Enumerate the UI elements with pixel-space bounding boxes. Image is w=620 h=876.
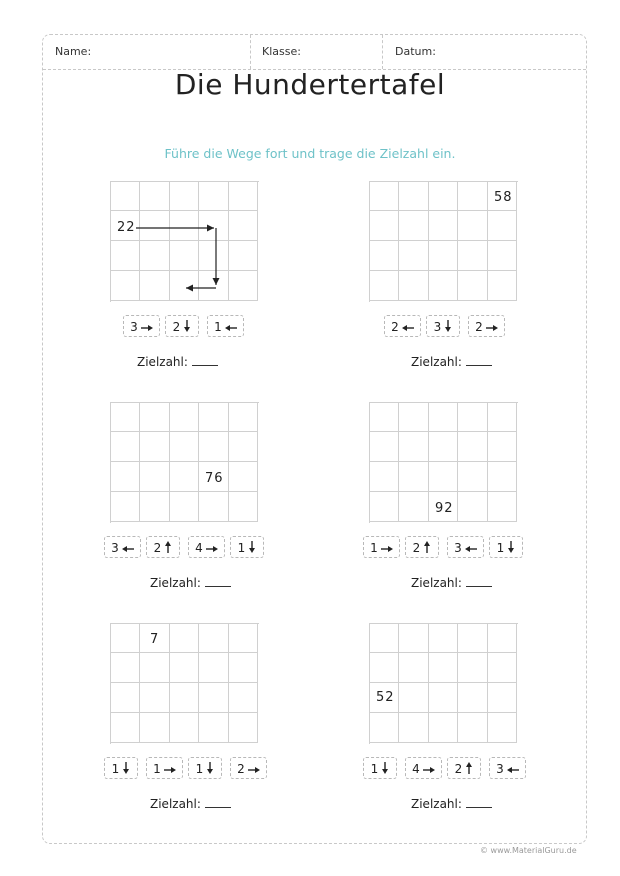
grid-cell <box>428 271 458 301</box>
arrow-right-icon <box>423 759 435 781</box>
step-chip <box>426 315 460 337</box>
arrow-left-icon <box>465 538 477 560</box>
grid-cell <box>399 713 429 743</box>
grid-cell <box>369 402 399 432</box>
grid-cell <box>399 432 429 462</box>
grid-cell <box>228 402 258 432</box>
grid-cell <box>458 271 488 301</box>
grid-cell <box>369 653 399 683</box>
grid-cell <box>399 211 429 241</box>
arrow-down-icon <box>206 759 214 781</box>
copyright-footer: © www.MaterialGuru.de <box>480 846 577 855</box>
grid-cell <box>399 181 429 211</box>
step-chip <box>207 315 244 337</box>
answer-blank[interactable] <box>466 796 492 808</box>
target-answer-line <box>150 575 231 590</box>
grid-cell <box>369 623 399 653</box>
grid-cell <box>428 462 458 492</box>
step-count: 1 <box>496 541 505 555</box>
name-label: Name: <box>55 45 92 58</box>
grid-cell <box>369 462 399 492</box>
grid-cell <box>110 492 140 522</box>
grid-cell <box>458 181 488 211</box>
grid-cell <box>140 713 170 743</box>
step-chip <box>405 536 439 558</box>
step-chip <box>405 757 442 779</box>
grid-cell <box>228 462 258 492</box>
target-label: Zielzahl: <box>137 355 188 369</box>
arrow-right-icon <box>248 759 260 781</box>
header-divider <box>250 35 251 69</box>
grid-cell <box>199 713 229 743</box>
grid-cell <box>228 713 258 743</box>
step-chip <box>146 536 180 558</box>
grid-cell <box>199 653 229 683</box>
grid-cell <box>369 211 399 241</box>
grid-cell <box>458 211 488 241</box>
answer-blank[interactable] <box>205 796 231 808</box>
grid-cell <box>199 402 229 432</box>
grid-cell <box>199 683 229 713</box>
arrow-down-icon <box>248 538 256 560</box>
grid-cell <box>369 432 399 462</box>
grid-cell <box>458 462 488 492</box>
start-number: 58 <box>494 190 513 205</box>
grid-cell <box>110 653 140 683</box>
grid-cell <box>369 713 399 743</box>
grid-cell <box>399 462 429 492</box>
grid-cell <box>169 713 199 743</box>
step-count: 2 <box>237 762 245 776</box>
grid-cell <box>110 402 140 432</box>
step-chip <box>230 757 267 779</box>
step-chip <box>363 757 397 779</box>
step-count: 4 <box>412 762 420 776</box>
arrow-down-icon <box>507 538 515 560</box>
step-count: 3 <box>433 320 442 334</box>
grid-cell <box>169 683 199 713</box>
grid-cell <box>399 623 429 653</box>
target-answer-line <box>150 796 231 811</box>
grid-cell <box>458 623 488 653</box>
step-count: 1 <box>370 541 378 555</box>
start-number: 7 <box>150 632 160 647</box>
step-count: 3 <box>130 320 138 334</box>
arrow-up-icon <box>465 759 473 781</box>
grid-cell <box>487 432 517 462</box>
start-number: 92 <box>435 501 454 516</box>
grid-cell <box>458 432 488 462</box>
hundred-chart-grid <box>369 623 518 744</box>
grid-cell <box>487 241 517 271</box>
answer-blank[interactable] <box>205 575 231 587</box>
grid-cell <box>169 462 199 492</box>
grid-cell <box>169 402 199 432</box>
target-label: Zielzahl: <box>411 797 462 811</box>
hundred-chart-grid <box>110 623 259 744</box>
grid-cell <box>140 653 170 683</box>
grid-cell <box>458 713 488 743</box>
arrow-down-icon <box>183 317 191 339</box>
grid-cell <box>428 211 458 241</box>
arrow-down-icon <box>122 759 130 781</box>
grid-cell <box>110 623 140 653</box>
grid-cell <box>140 432 170 462</box>
answer-blank[interactable] <box>192 354 218 366</box>
step-count: 2 <box>153 541 162 555</box>
grid-cell <box>428 432 458 462</box>
grid-cell <box>369 271 399 301</box>
grid-cell <box>399 402 429 432</box>
arrow-up-icon <box>164 538 172 560</box>
step-chip <box>230 536 264 558</box>
grid-cell <box>487 462 517 492</box>
step-chip <box>123 315 160 337</box>
step-chip <box>104 757 138 779</box>
step-count: 1 <box>214 320 222 334</box>
grid-cell <box>169 623 199 653</box>
class-label: Klasse: <box>262 45 301 58</box>
target-answer-line <box>411 354 492 369</box>
step-chip <box>363 536 400 558</box>
arrow-right-icon <box>141 317 153 339</box>
grid-cell <box>228 623 258 653</box>
target-answer-line <box>411 796 492 811</box>
target-label: Zielzahl: <box>150 576 201 590</box>
page-title: Die Hundertertafel <box>174 68 446 101</box>
grid-cell <box>428 181 458 211</box>
grid-cell <box>487 713 517 743</box>
arrow-left-icon <box>402 317 414 339</box>
grid-cell <box>369 181 399 211</box>
grid-cell <box>169 653 199 683</box>
target-answer-line <box>411 575 492 590</box>
grid-cell <box>399 241 429 271</box>
grid-cell <box>487 211 517 241</box>
step-chip <box>489 536 523 558</box>
step-count: 4 <box>195 541 203 555</box>
grid-cell <box>369 492 399 522</box>
step-chip <box>468 315 505 337</box>
grid-cell <box>428 241 458 271</box>
grid-cell <box>487 492 517 522</box>
path-arrows <box>110 181 258 301</box>
step-count: 3 <box>496 762 504 776</box>
target-label: Zielzahl: <box>411 576 462 590</box>
grid-cell <box>228 683 258 713</box>
grid-cell <box>487 623 517 653</box>
grid-cell <box>458 683 488 713</box>
grid-cell <box>228 653 258 683</box>
grid-cell <box>199 432 229 462</box>
step-count: 2 <box>454 762 463 776</box>
grid-cell <box>110 462 140 492</box>
step-count: 3 <box>454 541 462 555</box>
step-chip <box>146 757 183 779</box>
hundred-chart-grid <box>110 402 259 523</box>
step-chip <box>384 315 421 337</box>
grid-cell <box>428 713 458 743</box>
step-chip <box>188 536 225 558</box>
step-count: 1 <box>153 762 161 776</box>
start-number: 22 <box>117 220 136 235</box>
grid-cell <box>487 402 517 432</box>
grid-cell <box>458 402 488 432</box>
grid-cell <box>110 683 140 713</box>
step-count: 1 <box>370 762 379 776</box>
grid-cell <box>428 653 458 683</box>
grid-cell <box>140 402 170 432</box>
step-count: 2 <box>172 320 181 334</box>
step-chip <box>447 536 484 558</box>
grid-cell <box>199 492 229 522</box>
step-chip <box>447 757 481 779</box>
grid-cell <box>399 653 429 683</box>
header-bar <box>43 35 586 70</box>
grid-cell <box>458 653 488 683</box>
grid-cell <box>428 683 458 713</box>
grid-cell <box>228 492 258 522</box>
step-count: 3 <box>111 541 119 555</box>
answer-blank[interactable] <box>466 354 492 366</box>
step-count: 1 <box>237 541 246 555</box>
grid-cell <box>428 402 458 432</box>
step-count: 1 <box>111 762 120 776</box>
grid-cell <box>458 241 488 271</box>
grid-cell <box>110 713 140 743</box>
grid-cell <box>110 432 140 462</box>
answer-blank[interactable] <box>466 575 492 587</box>
arrow-up-icon <box>423 538 431 560</box>
step-count: 2 <box>412 541 421 555</box>
grid-cell <box>487 653 517 683</box>
grid-cell <box>458 492 488 522</box>
arrow-down-icon <box>444 317 452 339</box>
grid-cell <box>428 623 458 653</box>
grid-cell <box>487 683 517 713</box>
arrow-left-icon <box>122 538 134 560</box>
arrow-left-icon <box>225 317 237 339</box>
step-chip <box>188 757 222 779</box>
step-chip <box>489 757 526 779</box>
grid-cell <box>487 271 517 301</box>
arrow-left-icon <box>507 759 519 781</box>
step-chip <box>165 315 199 337</box>
grid-cell <box>199 623 229 653</box>
step-count: 2 <box>475 320 483 334</box>
grid-cell <box>169 492 199 522</box>
step-chip <box>104 536 141 558</box>
start-number: 52 <box>376 690 395 705</box>
grid-cell <box>140 492 170 522</box>
arrow-down-icon <box>381 759 389 781</box>
arrow-right-icon <box>164 759 176 781</box>
grid-cell <box>369 241 399 271</box>
step-count: 1 <box>195 762 204 776</box>
target-label: Zielzahl: <box>411 355 462 369</box>
target-answer-line <box>137 354 218 369</box>
grid-cell <box>399 271 429 301</box>
grid-cell <box>140 462 170 492</box>
header-divider <box>382 35 383 69</box>
grid-cell <box>169 432 199 462</box>
grid-cell <box>228 432 258 462</box>
instruction-text: Führe die Wege fort und trage die Zielzahl ein. <box>164 146 456 161</box>
grid-cell <box>140 683 170 713</box>
grid-cell <box>399 683 429 713</box>
arrow-right-icon <box>486 317 498 339</box>
target-label: Zielzahl: <box>150 797 201 811</box>
date-label: Datum: <box>395 45 436 58</box>
step-count: 2 <box>391 320 399 334</box>
arrow-right-icon <box>206 538 218 560</box>
arrow-right-icon <box>381 538 393 560</box>
start-number: 76 <box>205 471 224 486</box>
grid-cell <box>399 492 429 522</box>
